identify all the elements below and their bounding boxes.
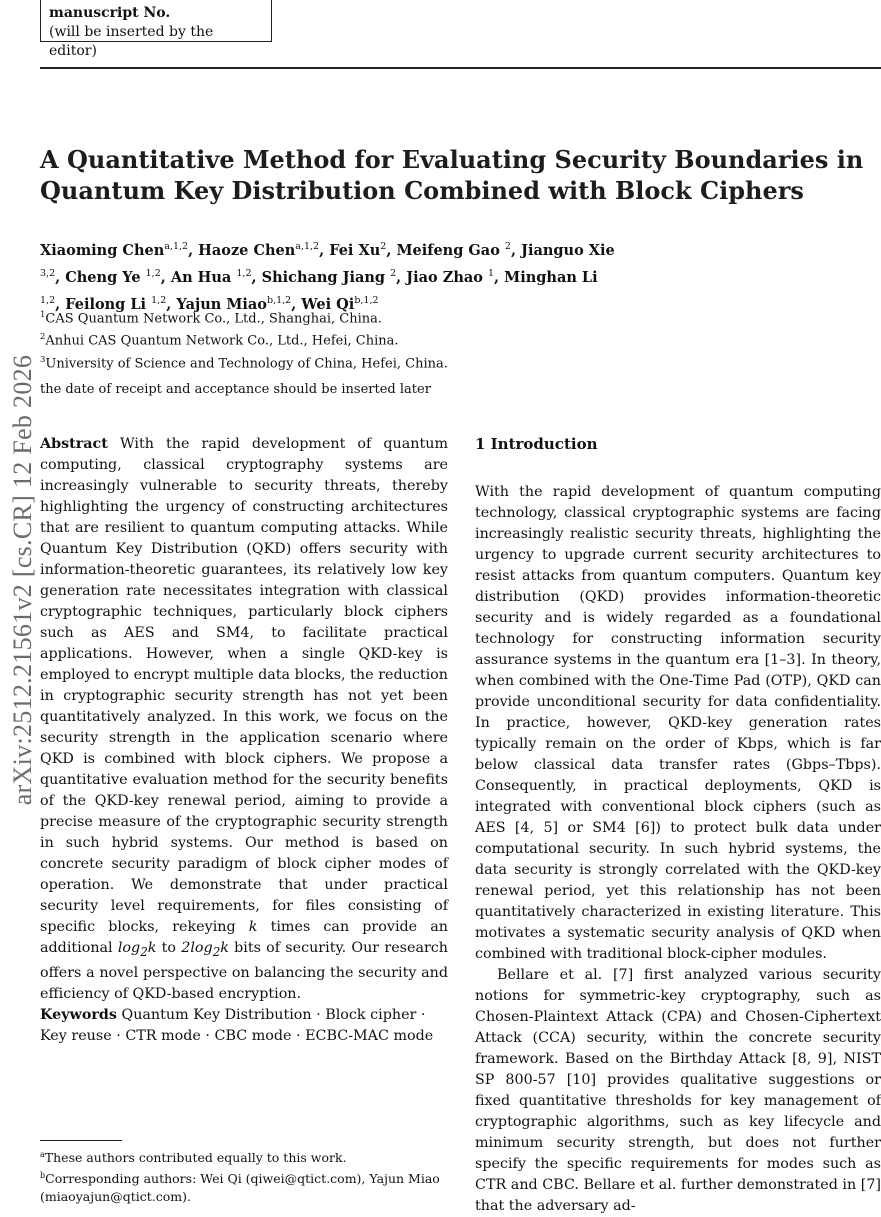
- author-name: Shichang Jiang: [261, 268, 391, 286]
- abstract-heading: Abstract: [40, 436, 108, 452]
- left-column: [40, 434, 448, 1047]
- footnote-item: $^a$These authors contributed equally to this work.: [40, 1150, 347, 1166]
- right-column: [475, 434, 881, 1217]
- abstract-text: With the rapid development of quantum computing, classical cryptography systems are increasingly vulnerable to security threats, thereby highlighting the urgency of constructing architectures that are resilient to quantum computing attacks. While Quantum Key Distribution (QKD) offers security with information-theoretic guarantees, its relatively low key generation rate necessitates integration with classical cryptographic techniques, particularly block ciphers such as AES and SM4, to facilitate practical applications. However, when a single QKD-key is employed to encrypt multiple data blocks, the reduction in cryptographic security strength has not yet been quantitatively analyzed. In this work, we focus on the security strength in the application scenario where QKD is combined with block ciphers. We propose a quantitative evaluation method for the security benefits of the QKD-key renewal period, aiming to provide a precise measure of the cryptographic security strength in such hybrid systems. Our method is based on concrete security paradigm of block cipher modes of operation. We demonstrate that under practical security level requirements, for files consisting of specific blocks, rekeying: [40, 436, 449, 935]
- intro-paragraph-1: With the rapid development of quantum computing technology, classical cryptographic systems are facing increasingly realistic security threats, highlighting the urgency to upgrade current security architectures to resist attacks from quantum computers. Quantum key distribution (QKD) provides information-theoretic security and is widely regarded as a foundational technology for constructing information security assurance systems in the quantum era [1–3]. In theory, when combined with the One-Time Pad (OTP), QKD can provide unconditional security for data confidentiality. In practice, however, QKD-key generation rates typically remain on the order of Kbps, which is far below classical data transfer rates (Gbps–Tbps). Consequently, in practical deployments, QKD is integrated with conventional block ciphers (such as AES [4, 5] or SM4 [6]) to protect bulk data under computational security. In such hybrid systems, the data security is strongly correlated with the QKD-key renewal period, yet this relationship has not been quantitatively characterized in existing literature. This motivates a systematic security analysis of QKD when combined with traditional block-cipher modules.: [475, 484, 881, 962]
- math-2log: $2\log_2k$: [181, 940, 229, 959]
- math-log: $\log_2k$: [117, 940, 157, 959]
- manuscript-label: manuscript No.: [49, 5, 171, 21]
- author-name: Fei Xu: [329, 241, 381, 259]
- section-heading-introduction: 1 Introduction: [475, 435, 598, 453]
- author-affil-mark: b,1,2: [354, 294, 379, 306]
- author-name: Meifeng Gao: [396, 241, 505, 259]
- author-name: Xiaoming Chen: [40, 241, 165, 259]
- keywords-text: Quantum Key Distribution · Block cipher · Key reuse · CTR mode · CBC mode · ECBC-MAC mode: [40, 1006, 434, 1044]
- title-line-1: A Quantitative Method for Evaluating Security Boundaries in: [40, 145, 864, 174]
- paper-title: [40, 144, 881, 206]
- math-k: k: [248, 919, 258, 935]
- header-rule: [40, 67, 881, 69]
- author-name: Haoze Chen: [198, 241, 296, 259]
- abstract: Abstract With the rapid development of quantum computing, classical cryptography systems are increasingly vulnerable to security threats, thereby highlighting the urgency of constructing architectures that are resilient to quantum computing attacks. While Quantum Key Distribution (QKD) offers security with information-theoretic guarantees, its relatively low key generation rate necessitates integration with classical cryptographic techniques, particularly block ciphers such as AES and SM4, to facilitate practical applications. However, when a single QKD-key is employed to encrypt multiple data blocks, the reduction in cryptographic security strength has not yet been quantitatively analyzed. In this work, we focus on the security strength in the application scenario where QKD is combined with block ciphers. We propose a quantitative evaluation method for the security benefits of the QKD-key renewal period, aiming to provide a precise measure of the cryptographic security strength in such hybrid systems. Our method is based on concrete security paradigm of block cipher modes of operation. We demonstrate that under practical security level requirements, for files consisting of specific blocks, rekeying k times can provide an additional $\log_2k$ to $2\log_2k$ bits of security. Our research offers a novel perspective on balancing the security and efficiency of QKD-based encryption.: [40, 436, 449, 1002]
- author-affil-mark: 1: [488, 267, 495, 279]
- author-affil-mark: 2: [390, 267, 397, 279]
- intro-paragraph-2: Bellare et al. [7] first analyzed various security notions for symmetric-key cryptography, such as Chosen-Plaintext Attack (CPA) and Chosen-Ciphertext Attack (CCA) security, within the concrete security framework. Based on the Birthday Attack [8, 9], NIST SP 800-57 [10] provides qualitative suggestions or fixed quantitative thresholds for key management of cryptographic algorithms, such as key lifecycle and minimum security strength, but does not further specify the specific requirements for modes such as CTR and CBC. Bellare et al. further demonstrated in [7] that the adversary ad-: [475, 967, 881, 1214]
- author-affil-mark: a,1,2: [295, 241, 320, 252]
- author-affil-mark: 1,2: [40, 294, 56, 306]
- author-affil-mark: 2: [504, 241, 511, 252]
- footnote-item: $^b$Corresponding authors: Wei Qi (qiwei@qtict.com), Yajun Miao (miaoyajun@qtict.com).: [40, 1171, 440, 1205]
- footnote-rule: [40, 1140, 122, 1141]
- author-name: Jianguo Xie: [521, 241, 615, 259]
- author-affil-mark: 1,2: [151, 294, 167, 306]
- author-name: Wei Qi: [301, 295, 355, 313]
- title-line-2: Quantum Key Distribution Combined with Block Ciphers: [40, 176, 804, 205]
- author-affil-mark: 1,2: [145, 267, 161, 279]
- date-note: the date of receipt and acceptance should be inserted later: [40, 382, 431, 397]
- author-affil-mark: 1,2: [236, 267, 252, 279]
- author-affil-mark: 2: [380, 241, 387, 252]
- author-name: Cheng Ye: [65, 268, 146, 286]
- affiliation-item: $^2$Anhui CAS Quantum Network Co., Ltd., Hefei, China.: [40, 332, 399, 349]
- author-name: Minghan Li: [504, 268, 598, 286]
- affiliation-list: [40, 306, 640, 373]
- affiliation-item: $^3$University of Science and Technology of China, Hefei, China.: [40, 354, 448, 371]
- author-name: Yajun Miao: [176, 295, 267, 313]
- author-affil-mark: 3,2: [40, 267, 56, 279]
- author-name: An Hua: [170, 268, 237, 286]
- keywords-heading: Keywords: [40, 1006, 117, 1023]
- manuscript-box: [40, 0, 272, 59]
- author-name: Feilong Li: [65, 295, 152, 313]
- author-affil-mark: a,1,2: [164, 241, 189, 252]
- keywords: [40, 1005, 448, 1047]
- manuscript-note: (will be inserted by the editor): [49, 24, 214, 59]
- author-list: Xiaoming Chen$^{a,1,2}$, Haoze Chen$^{a,1,2}$, Fei Xu$^2$, Meifeng Gao $^2$, Jianguo Xie $^{3,2}$, Cheng Ye $^{1,2}$, An Hua $^{1,2}$, Shichang Jiang $^2$, Jiao Zhao $^1$, Minghan Li $^{1,2}$, Feilong Li $^{1,2}$, Yajun Miao$^{b,1,2}$, Wei Qi$^{b,1,2}$: [40, 241, 615, 313]
- author-name: Jiao Zhao: [406, 268, 488, 286]
- author-affil-mark: b,1,2: [266, 294, 292, 306]
- affiliation-item: $^1$CAS Quantum Network Co., Ltd., Shanghai, China.: [40, 310, 382, 327]
- arxiv-identifier[interactable]: arXiv:2512.21561v2 [cs.CR] 12 Feb 2026: [8, 354, 37, 806]
- footnotes: [40, 1146, 448, 1206]
